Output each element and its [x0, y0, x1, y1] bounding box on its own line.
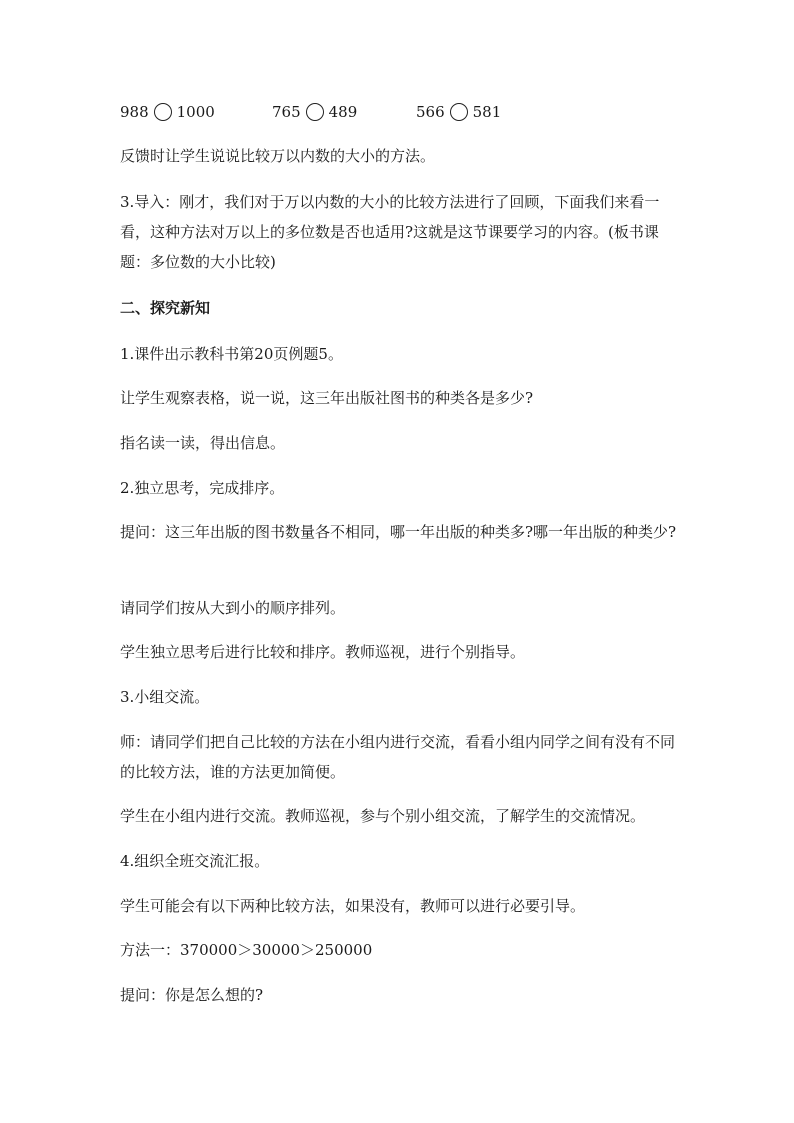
- paragraph-observe-table: 让学生观察表格，说一说，这三年出版社图书的种类各是多少?: [120, 389, 534, 407]
- paragraph-group-discussion: 学生在小组内进行交流。教师巡视，参与个别小组交流，了解学生的交流情况。: [120, 807, 646, 825]
- comparison-item: [416, 100, 501, 124]
- comparison-right-number: 1000: [176, 103, 215, 121]
- paragraph-method-one: 方法一：370000＞30000＞250000: [120, 941, 373, 959]
- paragraph-step-4: 4.组织全班交流汇报。: [120, 852, 270, 870]
- paragraph-question: 提问：这三年出版的图书数量各不相同，哪一年出版的种类多?哪一年出版的种类少?: [120, 523, 677, 541]
- comparison-left-number: 765: [272, 103, 301, 121]
- paragraph-feedback: 反馈时让学生说说比较万以内数的大小的方法。: [120, 147, 436, 165]
- paragraph-step-1: 1.课件出示教科书第20页例题5。: [120, 345, 343, 363]
- answer-circle[interactable]: [154, 103, 172, 121]
- paragraph-methods-intro: 学生可能会有以下两种比较方法，如果没有，教师可以进行必要引导。: [120, 897, 586, 915]
- comparison-left-number: 988: [120, 103, 149, 121]
- paragraph-teacher-instruction: 师：请同学们把自己比较的方法在小组内进行交流，看看小组内同学之间有没有不同的比较方法，谁的方法更加简便。: [120, 733, 676, 781]
- comparison-right-number: 489: [328, 103, 358, 121]
- comparison-item: [272, 100, 357, 124]
- paragraph-step-2: 2.独立思考，完成排序。: [120, 479, 285, 497]
- answer-circle[interactable]: [306, 103, 324, 121]
- paragraph-introduction: 3.导入：刚才，我们对于万以内数的大小的比较方法进行了回顾，下面我们来看一看，这种方法对万以上的多位数是否也适用?这就是这节课要学习的内容。(板书课题：多位数的大小比较): [120, 193, 660, 271]
- paragraph-sort-order: 请同学们按从大到小的顺序排列。: [120, 599, 346, 617]
- section-heading: 二、探究新知: [120, 299, 211, 317]
- comparison-right-number: 581: [472, 103, 502, 121]
- paragraph-read-info: 指名读一读，得出信息。: [120, 434, 286, 452]
- paragraph-independent-work: 学生独立思考后进行比较和排序。教师巡视，进行个别指导。: [120, 643, 526, 661]
- comparison-left-number: 566: [416, 103, 445, 121]
- paragraph-step-3: 3.小组交流。: [120, 688, 210, 706]
- comparison-item: [120, 100, 215, 124]
- answer-circle[interactable]: [450, 103, 468, 121]
- paragraph-how-think: 提问：你是怎么想的?: [120, 986, 264, 1004]
